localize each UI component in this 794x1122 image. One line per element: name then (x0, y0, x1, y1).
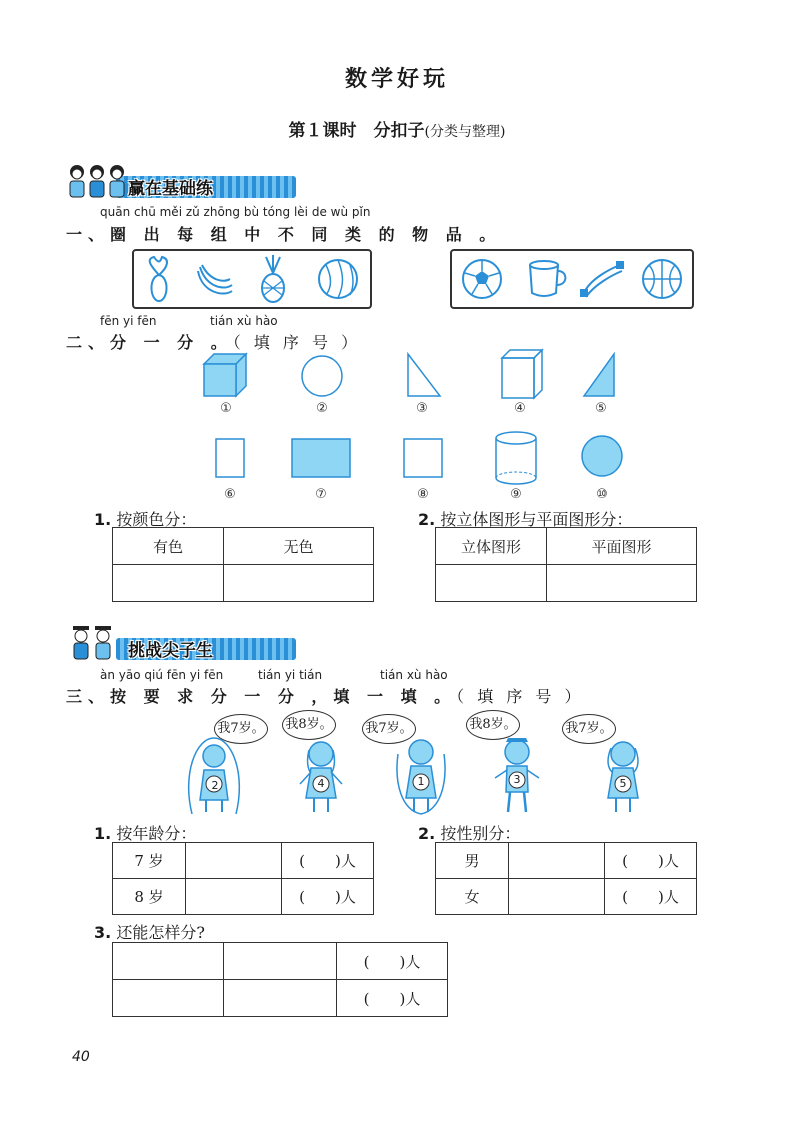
table-header: 平面图形 (547, 528, 697, 565)
shape-label: ⑤ (595, 401, 607, 416)
shape-label: ② (316, 401, 328, 416)
shape-label: ⑦ (315, 487, 327, 502)
shape-label: ⑧ (417, 487, 429, 502)
q3-pinyin-b: tián yi tián (258, 668, 323, 682)
color-table (112, 527, 374, 602)
q3-hint: （ 填 序 号 ） (456, 687, 585, 706)
badge-title: 挑战尖子生 (128, 641, 213, 661)
q3-instruction: 三、按 要 求 分 一 分 ，填 一 填 。 (66, 687, 457, 706)
shape-label: ① (220, 401, 232, 416)
answer-cell[interactable] (509, 879, 605, 915)
row-label: 女 (436, 879, 509, 915)
q3-sub3-text: 还能怎样分? (116, 923, 205, 942)
kid-number: 1 (417, 775, 425, 788)
answer-cell[interactable] (547, 565, 697, 602)
lesson-note: (分类与整理) (424, 124, 506, 140)
answer-cell[interactable] (224, 943, 337, 980)
answer-cell[interactable] (113, 980, 224, 1017)
q3-text (66, 684, 585, 707)
answer-cell[interactable] (113, 943, 224, 980)
kid-number: 3 (513, 773, 521, 786)
shape-cube-icon[interactable] (200, 352, 248, 398)
age-table (112, 842, 374, 915)
q3-sub1-label (94, 821, 196, 844)
answer-cell[interactable] (224, 565, 374, 602)
lesson-subtitle (0, 116, 794, 141)
gender-table (435, 842, 697, 915)
q3-pinyin-a: àn yāo qiú fēn yi fēn (100, 668, 224, 682)
count-cell[interactable]: ( )人 (337, 943, 448, 980)
q2-text (66, 330, 361, 353)
table-header: 有色 (113, 528, 224, 565)
answer-cell[interactable] (186, 879, 282, 915)
q3-sub2-num: 2. (418, 824, 436, 843)
shape-cylinder-icon[interactable] (494, 430, 538, 486)
item-group-sports (450, 249, 694, 309)
q3-sub3-label (94, 920, 205, 943)
shape-label: ⑥ (224, 487, 236, 502)
count-cell[interactable]: ( )人 (282, 879, 374, 915)
shape-label: ③ (416, 401, 428, 416)
q3-sub2-text: 按性别分： (440, 824, 521, 843)
section-badge-challenge (66, 624, 306, 668)
speech-bubble: 我8岁。 (282, 710, 336, 740)
kid-number: 2 (211, 779, 219, 792)
q2-instruction: 二、分 一 分 。 (66, 333, 233, 352)
shape-rectangle-icon[interactable] (214, 437, 246, 479)
q3-sub1-num: 1. (94, 824, 112, 843)
vegetable-icon[interactable] (140, 255, 178, 303)
row-label: 男 (436, 843, 509, 879)
q2-pinyin-a: fēn yi fēn (100, 314, 157, 328)
q3-sub3-num: 3. (94, 923, 112, 942)
sub2-text: 按立体图形与平面图形分： (440, 510, 633, 529)
shape-label: ⑨ (510, 487, 522, 502)
answer-cell[interactable] (509, 843, 605, 879)
shape-label: ⑩ (596, 487, 608, 502)
kid-number: 5 (619, 777, 627, 790)
watermelon-icon[interactable] (316, 257, 360, 301)
page-title: 数学好玩 (344, 66, 449, 92)
answer-cell[interactable] (186, 843, 282, 879)
shape-filled-circle-icon[interactable] (580, 434, 624, 478)
shape-label: ④ (514, 401, 526, 416)
shape-triangle-icon[interactable] (406, 352, 442, 398)
shape-type-table (435, 527, 697, 602)
speech-bubble: 我7岁。 (362, 714, 416, 744)
q2-hint: （ 填 序 号 ） (232, 333, 362, 352)
shape-circle-icon[interactable] (300, 354, 344, 398)
answer-cell[interactable] (224, 980, 337, 1017)
kid-number: 4 (317, 777, 325, 790)
kid-icon (66, 164, 88, 198)
q3-sub2-label (418, 821, 520, 844)
speech-bubble: 我8岁。 (466, 710, 520, 740)
speech-bubble: 我7岁。 (562, 714, 616, 744)
kid-icon (92, 626, 114, 660)
shape-cuboid-icon[interactable] (500, 348, 544, 400)
jump-rope-icon[interactable] (580, 259, 624, 299)
badge-title: 赢在基础练 (128, 179, 213, 199)
answer-cell[interactable] (113, 565, 224, 602)
cup-icon[interactable] (526, 259, 570, 299)
item-group-food (132, 249, 372, 309)
count-cell[interactable]: ( )人 (282, 843, 374, 879)
shape-square-icon[interactable] (402, 437, 444, 479)
kid-icon (86, 164, 108, 198)
kid-icon (106, 164, 128, 198)
table-header: 立体图形 (436, 528, 547, 565)
speech-bubble: 我7岁。 (214, 714, 268, 744)
shape-filled-rectangle-icon[interactable] (290, 437, 352, 479)
banana-icon[interactable] (194, 261, 234, 301)
q3-sub1-text: 按年龄分： (116, 824, 197, 843)
custom-sort-table (112, 942, 448, 1017)
basketball-icon[interactable] (640, 257, 684, 301)
shape-filled-triangle-icon[interactable] (582, 352, 616, 398)
sub1-num: 1. (94, 510, 112, 529)
q3-pinyin-c: tián xù hào (380, 668, 448, 682)
page-number: 40 (72, 1049, 90, 1065)
row-label: 7 岁 (113, 843, 186, 879)
lesson-title: 第１课时 分扣子 (288, 121, 425, 141)
sub2-num: 2. (418, 510, 436, 529)
row-label: 8 岁 (113, 879, 186, 915)
count-cell[interactable]: ( )人 (605, 879, 697, 915)
q1-pinyin: quān chū měi zǔ zhōng bù tóng lèi de wù pǐn (100, 205, 371, 219)
section-badge-basic (66, 162, 306, 206)
count-cell[interactable]: ( )人 (337, 980, 448, 1017)
answer-cell[interactable] (436, 565, 547, 602)
soccer-ball-icon[interactable] (460, 257, 504, 301)
pineapple-icon[interactable] (256, 255, 290, 303)
sub1-text: 按颜色分： (116, 510, 197, 529)
q1-text: 一、圈 出 每 组 中 不 同 类 的 物 品 。 (66, 225, 502, 244)
q2-pinyin-b: tián xù hào (210, 314, 278, 328)
count-cell[interactable]: ( )人 (605, 843, 697, 879)
kid-icon (70, 626, 92, 660)
table-header: 无色 (224, 528, 374, 565)
child-figure-icon[interactable] (186, 734, 242, 816)
